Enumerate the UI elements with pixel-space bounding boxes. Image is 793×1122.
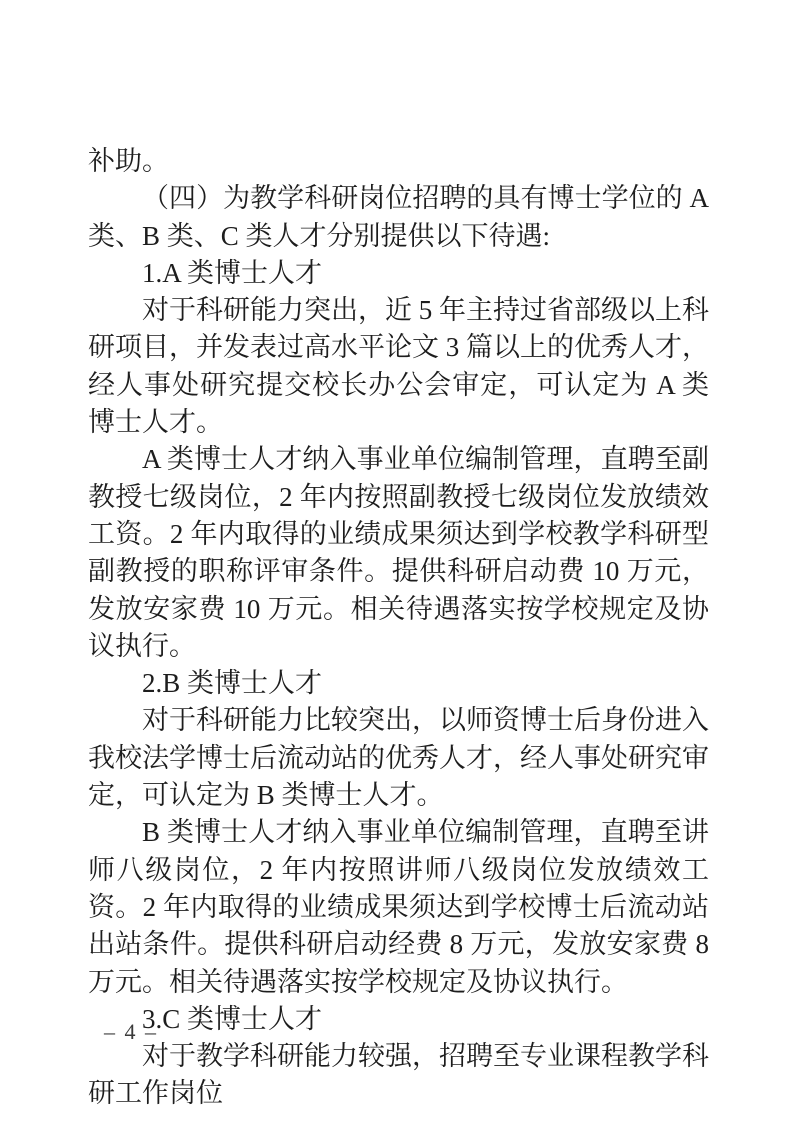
para-section-four-intro: （四）为教学科研岗位招聘的具有博士学位的 A 类、B 类、C 类人才分别提供以下待遇: xyxy=(88,183,709,251)
heading-class-b-phd: 2.B 类博士人才 xyxy=(142,668,323,699)
para-subsidy-continuation: 补助。 xyxy=(88,146,169,176)
para-class-a-benefits: A 类博士人才纳入事业单位编制管理，直聘至副教授七级岗位，2 年内按照副教授七级岗位发放绩效工资。2 年内取得的业绩成果须达到学校教学科研型副教授的职称评审条件。提供科研启动费 10 万元，发放安家费 10 万元。相关待遇落实按学校规定及协议执行。 xyxy=(88,444,709,661)
heading-class-c-phd: 3.C 类博士人才 xyxy=(142,1003,323,1034)
para-class-c-criteria: 对于教学科研能力较强，招聘至专业课程教学科研工作岗位 xyxy=(88,1041,709,1109)
heading-class-a-phd: 1.A 类博士人才 xyxy=(142,257,323,288)
document-body xyxy=(88,143,709,1113)
para-class-b-criteria: 对于科研能力比较突出，以师资博士后身份进入我校法学博士后流动站的优秀人才，经人事处研究审定，可认定为 B 类博士人才。 xyxy=(88,705,709,811)
page-number: – 4 – xyxy=(104,1019,158,1044)
para-class-a-criteria: 对于科研能力突出，近 5 年主持过省部级以上科研项目，并发表过高水平论文 3 篇以上的优秀人才，经人事处研究提交校长办公会审定，可认定为 A 类博士人才。 xyxy=(88,295,709,438)
para-class-b-benefits: B 类博士人才纳入事业单位编制管理，直聘至讲师八级岗位，2 年内按照讲师八级岗位发放绩效工资。2 年内取得的业绩成果须达到学校博士后流动站出站条件。提供科研启动经费 8 万元，发放安家费 8 万元。相关待遇落实按学校规定及协议执行。 xyxy=(88,817,709,997)
